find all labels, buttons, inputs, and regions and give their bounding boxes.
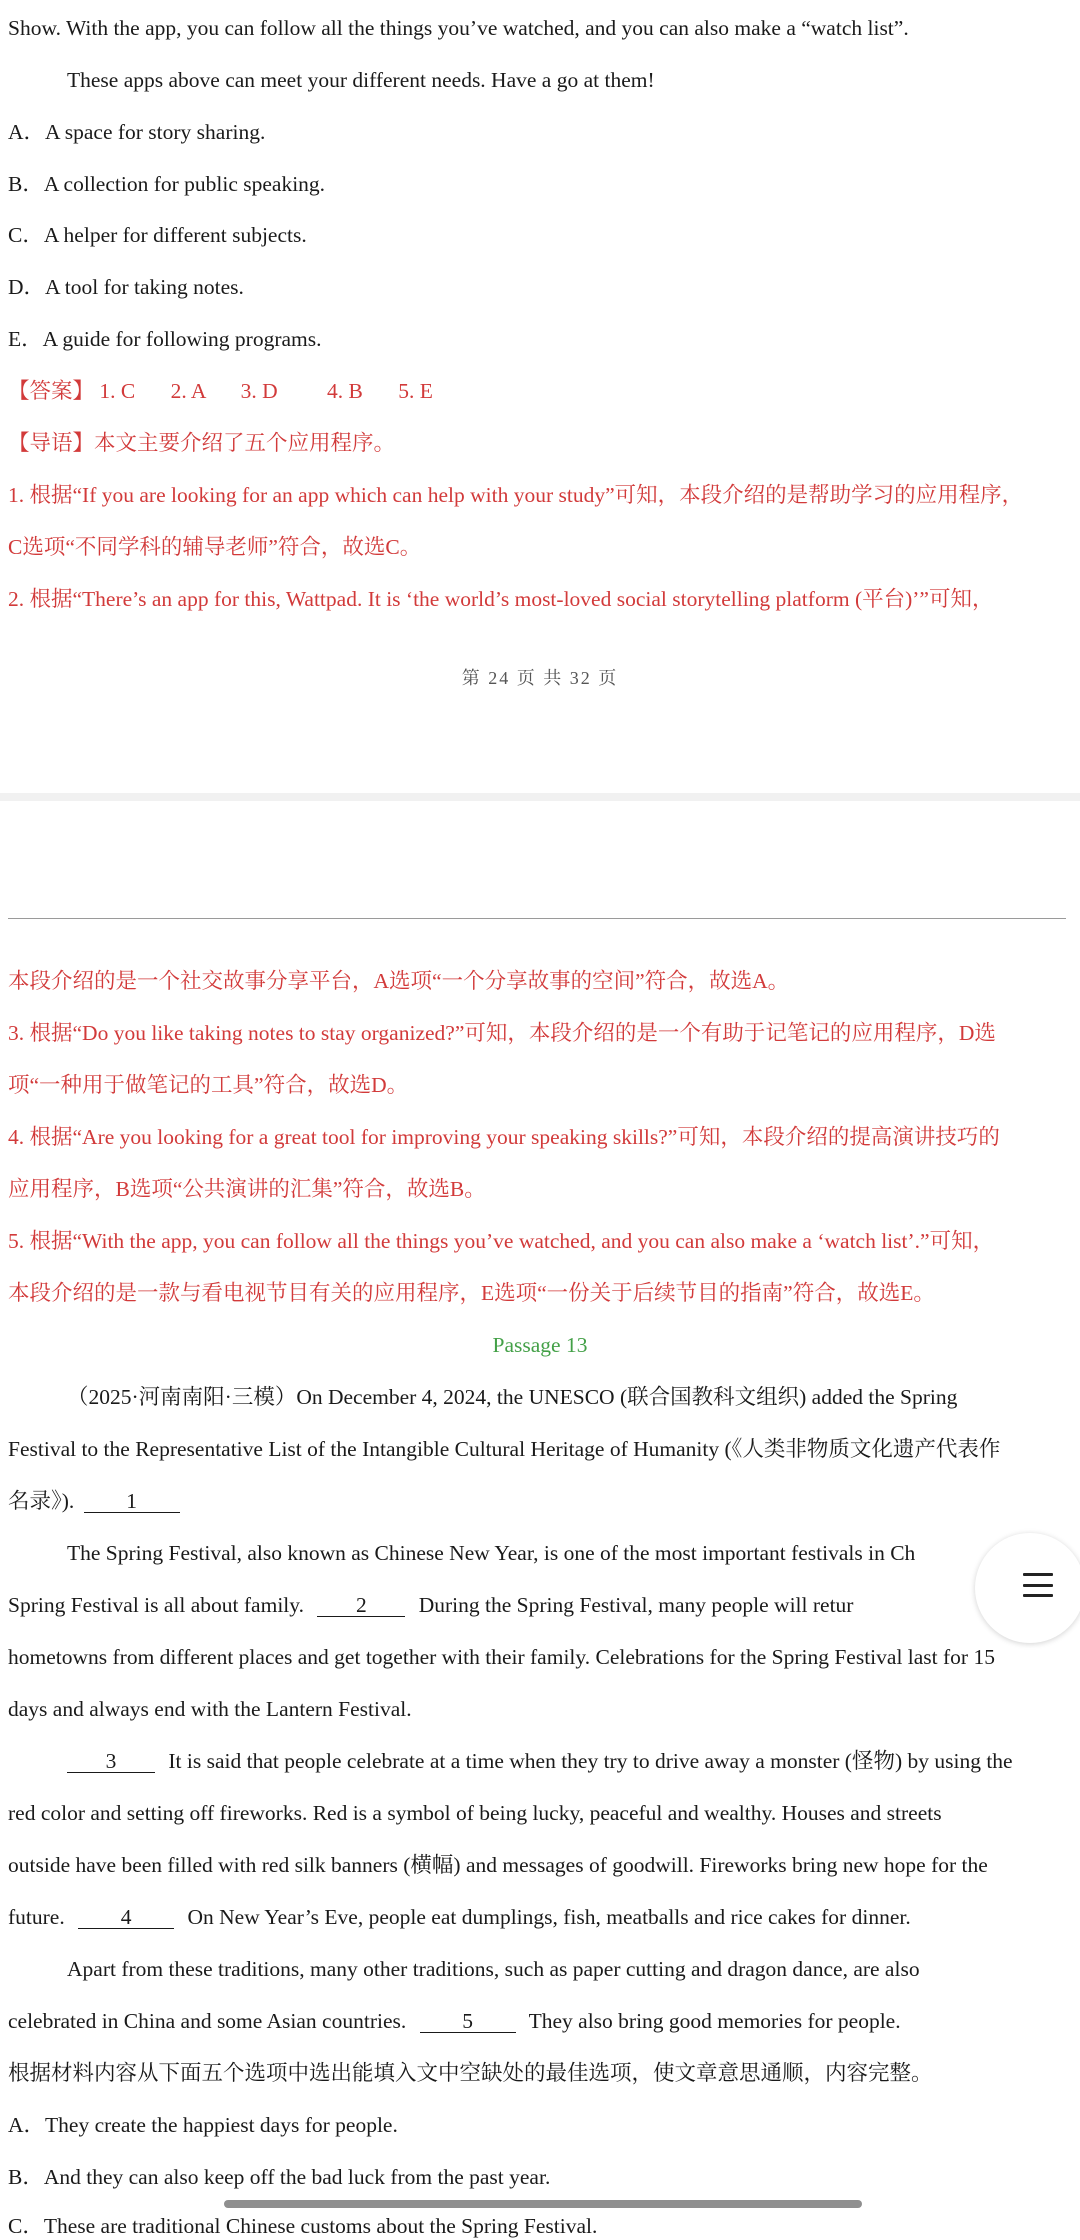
explanation-2a: 2. 根据“There’s an app for this, Wattpad. It is ‘the world’s most-loved social storytelling platform (平台)’”可知， [8, 587, 994, 611]
explanation-3b: 项“一种用于做笔记的工具”符合，故选D。 [8, 1073, 409, 1097]
paragraph-2-line-2 [8, 1591, 853, 1619]
blank-1[interactable]: 1 [84, 1490, 180, 1513]
paragraph-3-line-2: red color and setting off fireworks. Red is a symbol of being lucky, peaceful and wealthy. Houses and streets [8, 1801, 942, 1825]
blank-3[interactable]: 3 [67, 1750, 155, 1773]
answer-2: 2. A [170, 379, 206, 403]
paragraph-1-line-3 [8, 1487, 184, 1515]
paragraph-2-line-3: hometowns from different places and get together with their family. Celebrations for the Spring Festival last for 15 [8, 1645, 995, 1669]
answer-line [8, 377, 433, 405]
option-b: B．And they can also keep off the bad luck from the past year. [8, 2165, 551, 2189]
text-line: Show. With the app, you can follow all the things you’ve watched, and you can also make a “watch list”. [8, 16, 909, 40]
blank-5[interactable]: 5 [420, 2010, 516, 2033]
explanation-5b: 本段介绍的是一款与看电视节目有关的应用程序，E选项“一份关于后续节目的指南”符合，故选E。 [8, 1281, 935, 1305]
paragraph-4-text-a: celebrated in China and some Asian countries. [8, 2009, 407, 2033]
paragraph-3-text-b: On New Year’s Eve, people eat dumplings, fish, meatballs and rice cakes for dinner. [187, 1905, 911, 1929]
header-rule [8, 918, 1066, 919]
option-a: A．A space for story sharing. [8, 120, 266, 144]
option-a: A．They create the happiest days for people. [8, 2113, 398, 2137]
answer-4: 4. B [327, 379, 363, 403]
page-separator [0, 793, 1080, 801]
paragraph-4-line-1: Apart from these traditions, many other traditions, such as paper cutting and dragon dance, are also [67, 1957, 920, 1981]
page-footer: 第 24 页 共 32 页 [461, 668, 619, 688]
answer-1: 1. C [99, 379, 136, 403]
answer-3: 3. D [240, 379, 278, 403]
paragraph-1-text: 名录》). [8, 1489, 75, 1513]
blank-2[interactable]: 2 [317, 1594, 405, 1617]
paragraph-2-text-b: During the Spring Festival, many people will retur [418, 1593, 854, 1617]
paragraph-2-text-a: Spring Festival is all about family. [8, 1593, 304, 1617]
explanation-3a: 3. 根据“Do you like taking notes to stay organized?”可知，本段介绍的是一个有助于记笔记的应用程序，D选 [8, 1021, 996, 1045]
blank-4[interactable]: 4 [78, 1906, 174, 1929]
explanation-5a: 5. 根据“With the app, you can follow all the things you’ve watched, and you can also make a ‘watch list’.”可知， [8, 1229, 995, 1253]
answer-label: 【答案】 [8, 379, 95, 403]
answer-5: 5. E [398, 379, 433, 403]
paragraph-4-line-2 [8, 2007, 901, 2035]
instruction-line: 根据材料内容从下面五个选项中选出能填入文中空缺处的最佳选项，使文章意思通顺，内容完整。 [8, 2061, 933, 2085]
explanation-4b: 应用程序，B选项“公共演讲的汇集”符合，故选B。 [8, 1177, 486, 1201]
explanation-4a: 4. 根据“Are you looking for a great tool for improving your speaking skills?”可知，本段介绍的提高演讲技巧的 [8, 1125, 1000, 1149]
horizontal-scrollbar[interactable] [224, 2200, 862, 2208]
page-gap [0, 793, 1080, 917]
option-c: C．These are traditional Chinese customs about the Spring Festival. [8, 2214, 598, 2238]
paragraph-1-line-1: （2025·河南南阳·三模）On December 4, 2024, the UNESCO (联合国教科文组织) added the Spring [67, 1385, 958, 1409]
paragraph-3-line-4 [8, 1903, 911, 1931]
option-b: B．A collection for public speaking. [8, 172, 326, 196]
option-e: E．A guide for following programs. [8, 327, 322, 351]
option-d: D．A tool for taking notes. [8, 275, 244, 299]
explanation-2b: 本段介绍的是一个社交故事分享平台，A选项“一个分享故事的空间”符合，故选A。 [8, 969, 790, 993]
paragraph-4-text-b: They also bring good memories for people. [528, 2009, 901, 2033]
explanation-1a: 1. 根据“If you are looking for an app which can help with your study”可知，本段介绍的是帮助学习的应用程序， [8, 483, 1024, 507]
guide-line: 【导语】本文主要介绍了五个应用程序。 [8, 431, 396, 455]
intro-paragraph: These apps above can meet your different needs. Have a go at them! [67, 68, 655, 92]
explanation-1b: C选项“不同学科的辅导老师”符合，故选C。 [8, 535, 422, 559]
paragraph-2-line-4: days and always end with the Lantern Festival. [8, 1697, 412, 1721]
paragraph-3-text-a: future. [8, 1905, 65, 1929]
paragraph-2-line-1: The Spring Festival, also known as Chinese New Year, is one of the most important festivals in Ch [67, 1541, 916, 1565]
paragraph-3-line-1 [67, 1747, 1013, 1775]
paragraph-3-text: It is said that people celebrate at a time when they try to drive away a monster (怪物) by using the [168, 1749, 1013, 1773]
paragraph-3-line-3: outside have been filled with red silk banners (横幅) and messages of goodwill. Fireworks bring new hope for the [8, 1853, 988, 1877]
hamburger-menu-icon[interactable] [1023, 1573, 1053, 1599]
passage-title: Passage 13 [492, 1333, 588, 1357]
paragraph-1-line-2: Festival to the Representative List of the Intangible Cultural Heritage of Humanity (《人类非物质文化遗产代表作 [8, 1437, 1001, 1461]
option-c: C．A helper for different subjects. [8, 223, 307, 247]
